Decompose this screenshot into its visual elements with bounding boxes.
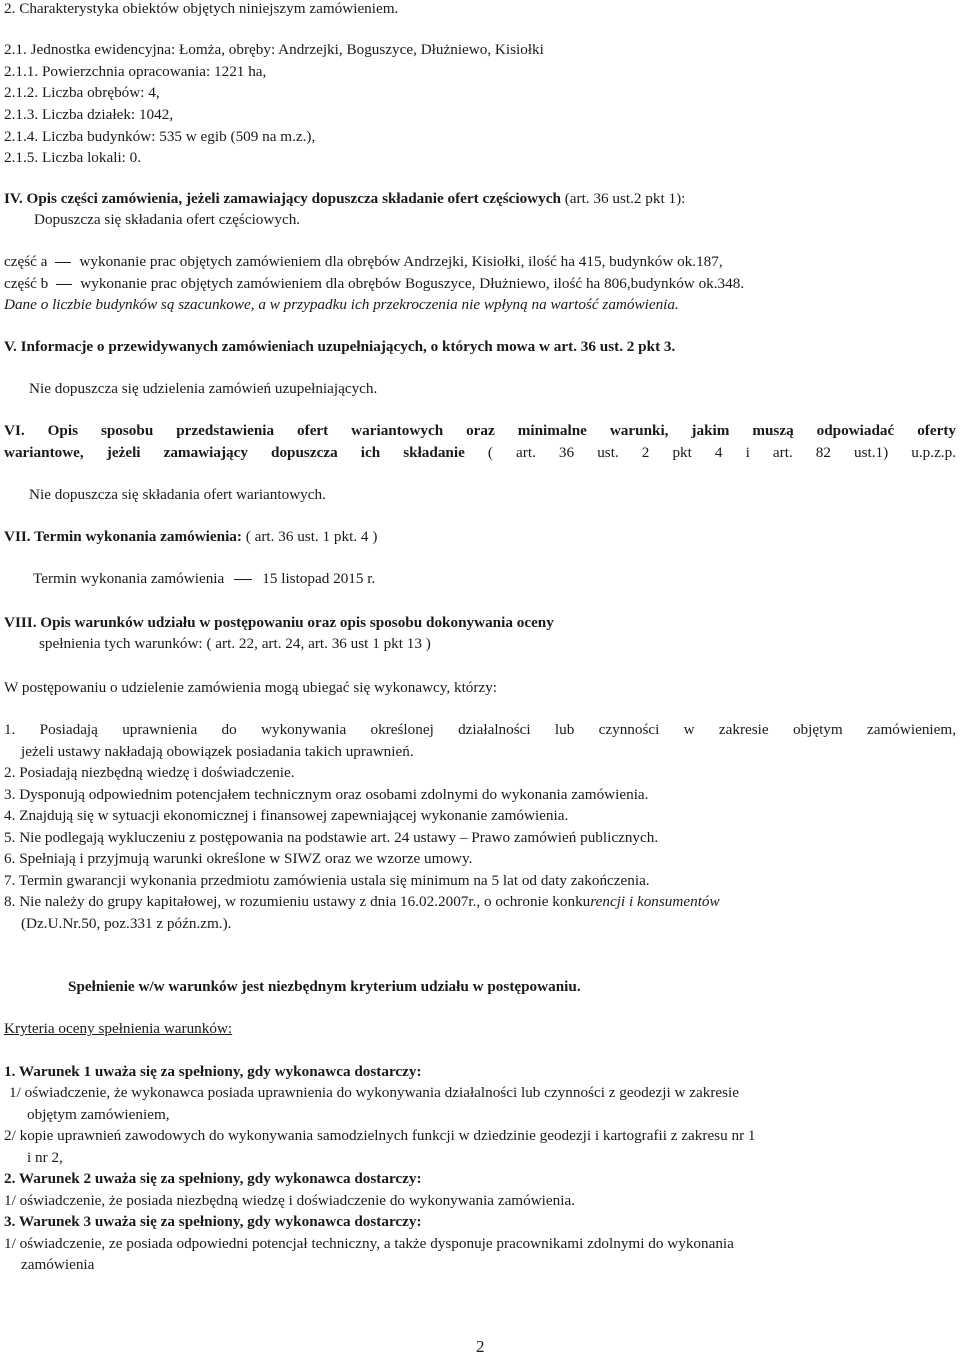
section-7-heading — [4, 526, 377, 548]
condition-4: 4. Znajdują się w sytuacji ekonomicznej i finansowej zapewniającej wykonanie zamówienia. — [4, 807, 569, 824]
conditions-summary: Spełnienie w/w warunków jest niezbędnym kryterium udziału w postępowaniu. — [68, 978, 581, 995]
term-row — [33, 568, 375, 590]
page-number: 2 — [476, 1337, 485, 1356]
part-b-text: wykonanie prac objętych zamówieniem dla obrębów Boguszyce, Dłużniewo, ilość ha 806,budynków ok.348. — [80, 275, 745, 292]
warunek-3: 3. Warunek 3 uważa się za spełniony, gdy wykonawca dostarczy: — [4, 1213, 422, 1230]
warunek-1-item-1-line2: objętym zamówieniem, — [27, 1106, 170, 1123]
part-a-row — [4, 251, 723, 273]
section-6-text: Nie dopuszcza się składania ofert wariantowych. — [29, 486, 326, 503]
section-8-heading: VIII. Opis warunków udziału w postępowaniu oraz opis sposobu dokonywania oceny — [4, 614, 554, 631]
section-6-heading-line2 — [4, 442, 956, 464]
condition-3: 3. Dysponują odpowiednim potencjałem technicznym oraz osobami zdolnymi do wykonania zamówienia. — [4, 786, 649, 803]
dash-separator — [234, 579, 252, 580]
section-4-allow: Dopuszcza się składania ofert częściowych. — [34, 211, 301, 228]
part-b-label: część b — [4, 275, 49, 292]
condition-8-italic: rencji i konsumentów — [590, 893, 720, 910]
warunek-3-item-1-line2: zamówienia — [21, 1256, 95, 1273]
condition-5: 5. Nie podlegają wykluczeniu z postępowania na podstawie art. 24 ustawy – Prawo zamówień publicznych. — [4, 829, 659, 846]
line-2-1-4: 2.1.4. Liczba budynków: 535 w egib (509 na m.z.), — [4, 128, 316, 145]
section-8-intro: W postępowaniu o udzielenie zamówienia mogą ubiegać się wykonawcy, którzy: — [4, 679, 498, 696]
condition-6: 6. Spełniają i przyjmują warunki określone w SIWZ oraz we wzorze umowy. — [4, 850, 473, 867]
section-4-ref: (art. 36 ust.2 pkt 1): — [560, 190, 686, 207]
part-a-text: wykonanie prac objętych zamówieniem dla obrębów Andrzejki, Kisiołki, ilość ha 415, budynków ok.187, — [79, 253, 723, 270]
section-7-ref: ( art. 36 ust. 1 pkt. 4 ) — [241, 528, 378, 545]
section-7-title: VII. Termin wykonania zamówienia: — [4, 528, 242, 545]
line-2-1: 2.1. Jednostka ewidencyjna: Łomża, obręby: Andrzejki, Boguszyce, Dłużniewo, Kisiołki — [4, 41, 544, 58]
section-2-heading: 2. Charakterystyka obiektów objętych niniejszym zamówieniem. — [4, 0, 399, 17]
part-b-row — [4, 273, 744, 295]
line-2-1-1: 2.1.1. Powierzchnia opracowania: 1221 ha, — [4, 63, 267, 80]
section-6-ref: ( art. 36 ust. 2 pkt 4 i art. 82 ust.1) u.p.z.p. — [464, 444, 956, 461]
condition-2: 2. Posiadają niezbędną wiedzę i doświadczenie. — [4, 764, 295, 781]
section-8-heading2: spełnienia tych warunków: ( art. 22, art. 24, art. 36 ust 1 pkt 13 ) — [39, 635, 431, 652]
condition-8-line1 — [4, 891, 720, 913]
section-6-title-cont: wariantowe, jeżeli zamawiający dopuszcza ich składanie — [4, 444, 465, 461]
warunek-1: 1. Warunek 1 uważa się za spełniony, gdy wykonawca dostarczy: — [4, 1063, 422, 1080]
dash-separator — [56, 284, 72, 285]
term-label: Termin wykonania zamówienia — [33, 570, 225, 587]
section-5-heading: V. Informacje o przewidywanych zamówieniach uzupełniających, o których mowa w art. 36 ust. 2 pkt 3. — [4, 338, 676, 355]
warunek-1-item-1-line1: 1/ oświadczenie, że wykonawca posiada uprawnienia do wykonywania działalności lub czynności z geodezji w zakresie — [9, 1084, 739, 1101]
term-value: 15 listopad 2015 r. — [262, 570, 376, 587]
warunek-2-item-1: 1/ oświadczenie, że posiada niezbędną wiedzę i doświadczenie do wykonywania zamówienia. — [4, 1192, 575, 1209]
section-5-text: Nie dopuszcza się udzielenia zamówień uzupełniających. — [29, 380, 378, 397]
section-4-title: IV. Opis części zamówienia, jeżeli zamawiający dopuszcza składanie ofert częściowych — [4, 190, 561, 207]
line-2-1-3: 2.1.3. Liczba działek: 1042, — [4, 106, 174, 123]
section-6-heading-line1: VI. Opis sposobu przedstawienia ofert wariantowych oraz minimalne warunki, jakim muszą odpowiadać oferty — [4, 422, 956, 439]
line-2-1-2: 2.1.2. Liczba obrębów: 4, — [4, 84, 160, 101]
criteria-heading: Kryteria oceny spełnienia warunków: — [4, 1020, 233, 1037]
section-4-heading — [4, 188, 685, 210]
warunek-1-item-2-line1: 2/ kopie uprawnień zawodowych do wykonywania samodzielnych funkcji w dziedzinie geodezji i kartografii z zakresu nr 1 — [4, 1127, 756, 1144]
condition-1-line1: 1. Posiadają uprawnienia do wykonywania określonej działalności lub czynności w zakresie objętym zamówieniem, — [4, 721, 956, 738]
warunek-2: 2. Warunek 2 uważa się za spełniony, gdy wykonawca dostarczy: — [4, 1170, 422, 1187]
condition-8-line2: (Dz.U.Nr.50, poz.331 z późn.zm.). — [21, 915, 232, 932]
line-2-1-5: 2.1.5. Liczba lokali: 0. — [4, 149, 142, 166]
warunek-3-item-1-line1: 1/ oświadczenie, ze posiada odpowiedni potencjał techniczny, a także dysponuje pracownikami zdolnymi do wykonania — [4, 1235, 734, 1252]
section-4-note: Dane o liczbie budynków są szacunkowe, a w przypadku ich przekroczenia nie wpłyną na wartość zamówienia. — [4, 296, 679, 313]
dash-separator — [55, 262, 71, 263]
condition-7: 7. Termin gwarancji wykonania przedmiotu zamówienia ustala się minimum na 5 lat od daty zakończenia. — [4, 872, 650, 889]
condition-1-line2: jeżeli ustawy nakładają obowiązek posiadania takich uprawnień. — [21, 743, 414, 760]
part-a-label: część a — [4, 253, 48, 270]
warunek-1-item-2-line2: i nr 2, — [27, 1149, 63, 1166]
condition-8-text: 8. Nie należy do grupy kapitałowej, w rozumieniu ustawy z dnia 16.02.2007r., o ochronie konku — [4, 893, 591, 910]
